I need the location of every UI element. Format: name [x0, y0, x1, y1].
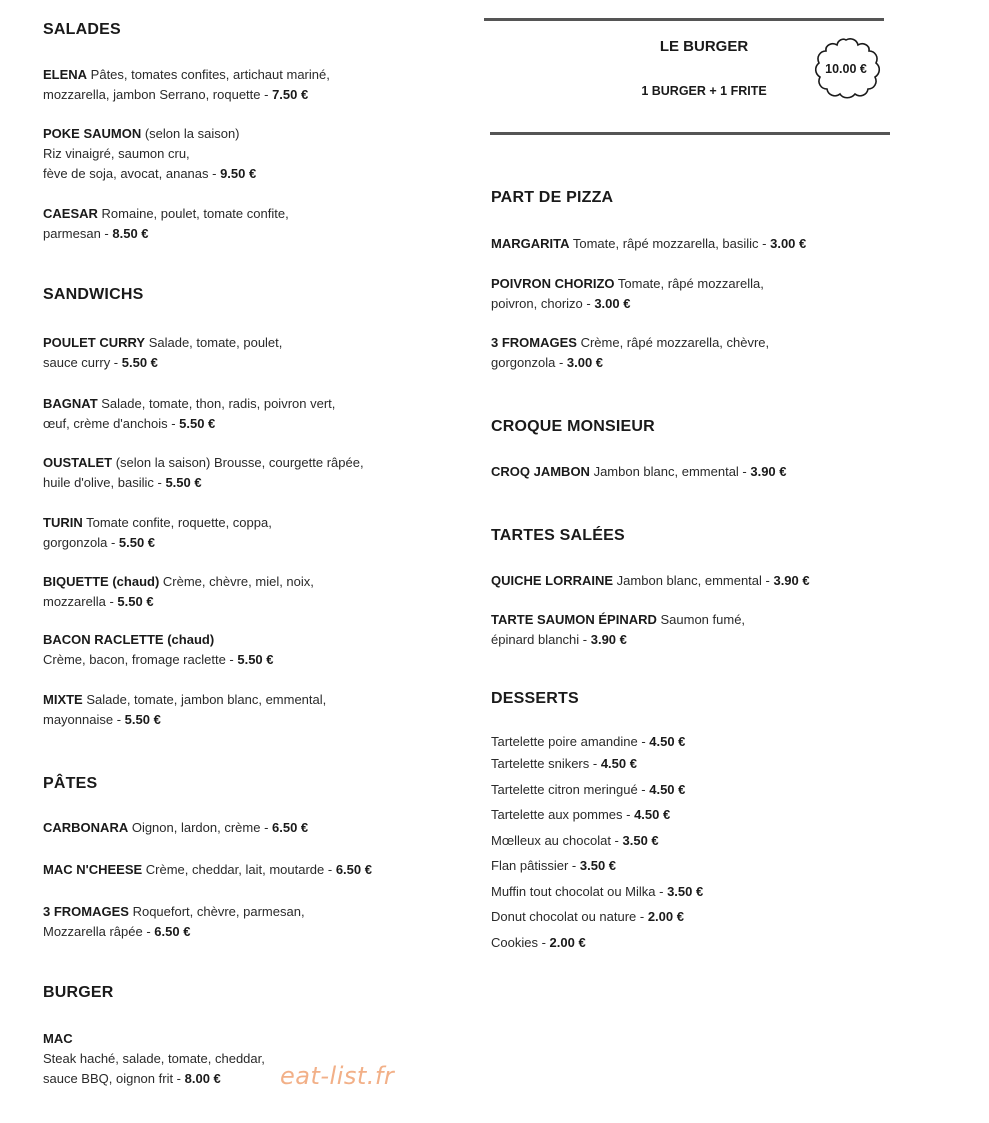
dessert-item: Tartelette aux pommes - 4.50 €	[491, 807, 671, 822]
dessert-item: Mœlleux au chocolat - 3.50 €	[491, 833, 659, 848]
menu-item-oustalet: OUSTALET (selon la saison) Brousse, courgette râpée, huile d'olive, basilic - 5.50 €	[43, 455, 364, 490]
menu-item-carbonara: CARBONARA Oignon, lardon, crème - 6.50 €	[43, 820, 309, 835]
le-burger-price: 10.00 €	[825, 62, 867, 76]
le-burger-promo	[484, 18, 890, 136]
section-title-pates: PÂTES	[43, 775, 98, 792]
menu-item-poulet-curry: POULET CURRY Salade, tomate, poulet, sauce curry - 5.50 €	[43, 335, 283, 370]
dessert-item: Cookies - 2.00 €	[491, 935, 586, 950]
dessert-item: Donut chocolat ou nature - 2.00 €	[491, 909, 684, 924]
menu-item-croq-jambon: CROQ JAMBON Jambon blanc, emmental - 3.90 €	[491, 464, 787, 479]
menu-item-poivron-chorizo: POIVRON CHORIZO Tomate, râpé mozzarella, poivron, chorizo - 3.00 €	[491, 276, 764, 311]
menu-item-bagnat: BAGNAT Salade, tomate, thon, radis, poivron vert, œuf, crème d'anchois - 5.50 €	[43, 396, 336, 431]
menu-item-mac: MAC Steak haché, salade, tomate, cheddar, sauce BBQ, oignon frit - 8.00 €	[43, 1031, 265, 1086]
menu-item-poke-saumon: POKE SAUMON (selon la saison) Riz vinaigré, saumon cru, fève de soja, avocat, ananas - 9.50 €	[43, 126, 257, 181]
section-title-pizza: PART DE PIZZA	[491, 189, 614, 206]
dessert-item: Muffin tout chocolat ou Milka - 3.50 €	[491, 884, 704, 899]
le-burger-title: LE BURGER	[659, 38, 749, 55]
section-title-tartes: TARTES SALÉES	[491, 527, 625, 544]
dessert-item: Tartelette citron meringué - 4.50 €	[491, 782, 686, 797]
divider-bottom	[490, 132, 890, 135]
menu-item-tarte-saumon: TARTE SAUMON ÉPINARD Saumon fumé, épinard blanchi - 3.90 €	[491, 612, 746, 647]
le-burger-subtitle: 1 BURGER + 1 FRITE	[641, 84, 767, 98]
menu-item-turin: TURIN Tomate confite, roquette, coppa, gorgonzola - 5.50 €	[43, 515, 272, 550]
menu-item-biquette: BIQUETTE (chaud) Crème, chèvre, miel, noix, mozzarella - 5.50 €	[43, 574, 314, 609]
section-title-sandwichs: SANDWICHS	[43, 286, 144, 303]
dessert-item: Tartelette poire amandine - 4.50 €	[491, 734, 686, 749]
menu-item-pizza-3-fromages: 3 FROMAGES Crème, râpé mozzarella, chèvre, gorgonzola - 3.00 €	[491, 335, 770, 370]
section-title-burger: BURGER	[43, 984, 114, 1001]
price-badge	[810, 36, 882, 102]
menu-item-mixte: MIXTE Salade, tomate, jambon blanc, emmental, mayonnaise - 5.50 €	[43, 692, 327, 727]
menu-item-pates-3-fromages: 3 FROMAGES Roquefort, chèvre, parmesan, Mozzarella râpée - 6.50 €	[43, 904, 305, 939]
menu-item-mac-n-cheese: MAC N'CHEESE Crème, cheddar, lait, moutarde - 6.50 €	[43, 862, 372, 877]
menu-item-caesar: CAESAR Romaine, poulet, tomate confite, parmesan - 8.50 €	[43, 206, 289, 241]
watermark: eat-list.fr	[280, 1062, 395, 1090]
divider-top	[484, 18, 884, 21]
dessert-item: Tartelette snikers - 4.50 €	[491, 756, 637, 771]
menu-item-quiche-lorraine: QUICHE LORRAINE Jambon blanc, emmental - 3.90 €	[491, 573, 810, 588]
section-title-desserts: DESSERTS	[491, 690, 579, 707]
dessert-item: Flan pâtissier - 3.50 €	[491, 858, 617, 873]
section-title-croque: CROQUE MONSIEUR	[491, 418, 655, 435]
menu-item-margarita: MARGARITA Tomate, râpé mozzarella, basilic - 3.00 €	[491, 236, 807, 251]
menu-item-elena: ELENA Pâtes, tomates confites, artichaut mariné, mozzarella, jambon Serrano, roquette - 7.50 €	[43, 67, 330, 102]
menu-item-bacon-raclette: BACON RACLETTE (chaud) Crème, bacon, fromage raclette - 5.50 €	[43, 632, 274, 667]
section-title-salades: SALADES	[43, 21, 121, 38]
